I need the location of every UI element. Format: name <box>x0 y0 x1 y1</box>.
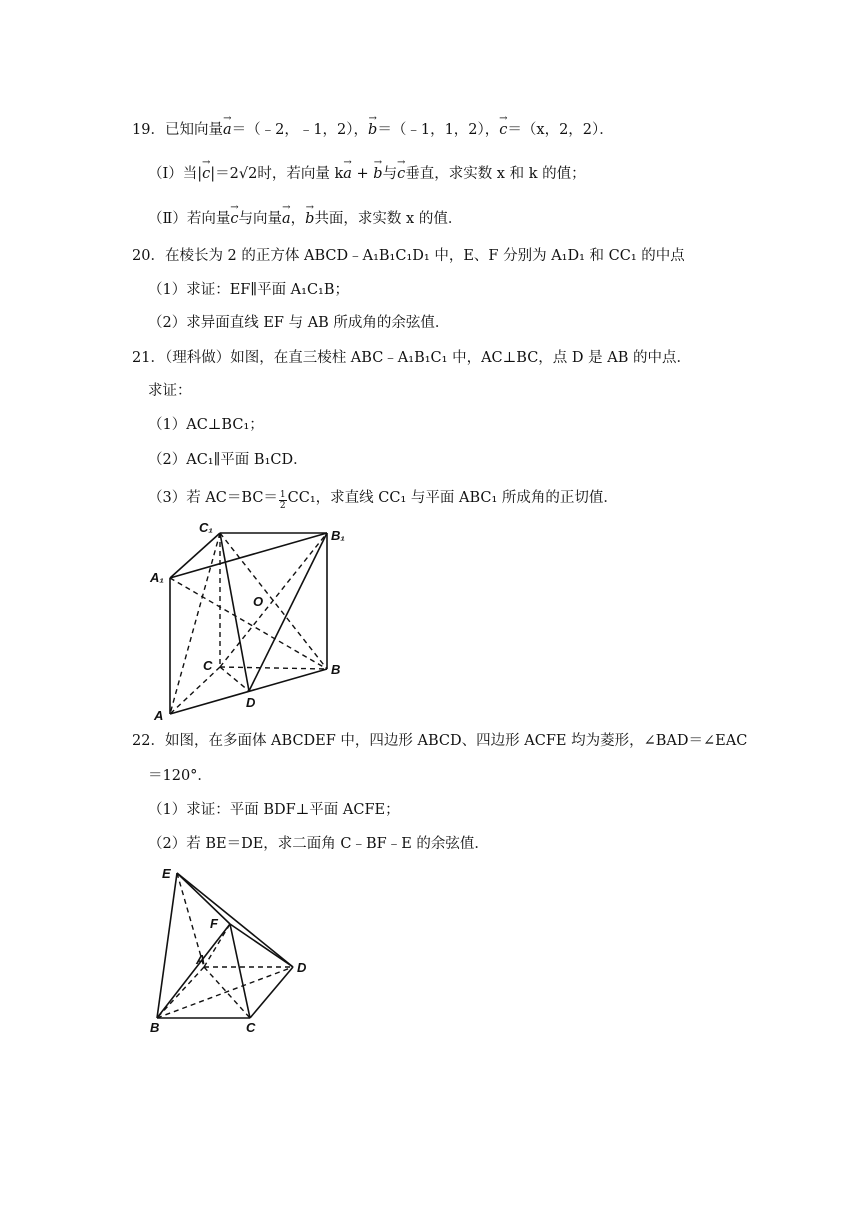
label-B: B <box>150 1020 160 1035</box>
q20-part1: （1）求证：EF∥平面 A₁C₁B； <box>148 282 350 298</box>
label-C1: C₁ <box>199 520 213 535</box>
label-D: D <box>297 960 307 975</box>
fraction-one-half: $\frac{1}{2}$ <box>279 490 286 511</box>
label-A: A <box>196 952 206 967</box>
q22-part2: （2）若 BE＝DE，求二面角 C﹣BF﹣E 的余弦值． <box>148 836 489 852</box>
vector-a: → a <box>223 120 232 140</box>
q21-part3: （3）若 AC＝BC＝ $\frac{1}{2}$ CC₁，求直线 CC₁ 与平面 ABC₁ 所成角的正切值． <box>148 490 618 511</box>
edge-c-d <box>250 967 293 1018</box>
label-C: C <box>203 658 213 673</box>
edge-e-d <box>177 873 293 967</box>
q19-stem: 19．已知向量→ a＝（﹣2，﹣1，2），→ b＝（﹣1，1，2），→ c＝（x，2，2）． <box>132 120 614 140</box>
q19-part1: （Ⅰ）当|→ c|＝2√2时，若向量 k→ a + → b与→ c垂直，求实数 x 和 k 的值； <box>148 164 586 184</box>
q21-stem: 21．（理科做）如图，在直三棱柱 ABC﹣A₁B₁C₁ 中，AC⊥BC，点 D 是 AB 的中点． <box>132 350 691 366</box>
q21-part1: （1）AC⊥BC₁； <box>148 417 264 433</box>
vector-c: → c <box>499 120 507 140</box>
q21-prove-label: 求证： <box>148 383 192 399</box>
q22-stem-cont: ＝120°． <box>148 768 212 784</box>
label-C: C <box>246 1020 256 1035</box>
label-A1: A₁ <box>150 570 164 585</box>
q20-stem: 20．在棱长为 2 的正方体 ABCD﹣A₁B₁C₁D₁ 中，E、F 分别为 A₁D₁ 和 CC₁ 的中点 <box>132 248 685 264</box>
vector-b: → b <box>368 120 377 140</box>
q20-part2: （2）求异面直线 EF 与 AB 所成角的余弦值． <box>148 315 450 331</box>
label-B: B <box>331 662 341 677</box>
edge-a-b <box>157 967 204 1018</box>
edge-f-d <box>230 924 293 967</box>
edge-e-f <box>177 873 230 924</box>
label-F: F <box>210 916 218 931</box>
q22-stem: 22．如图，在多面体 ABCDEF 中，四边形 ABCD、四边形 ACFE 均为菱形，∠BAD＝∠EAC <box>132 733 748 749</box>
edge-a-c <box>204 967 250 1018</box>
label-E: E <box>162 866 171 881</box>
label-B1: B₁ <box>331 528 345 543</box>
edge-f-c <box>230 924 250 1018</box>
q19-part2: （Ⅱ）若向量→ c与向量→ a，→ b共面，求实数 x 的值． <box>148 209 462 229</box>
q22-part1: （1）求证：平面 BDF⊥平面 ACFE； <box>148 802 400 818</box>
q21-part2: （2）AC₁∥平面 B₁CD． <box>148 452 308 468</box>
label-O: O <box>253 594 264 609</box>
label-D: D <box>246 695 256 710</box>
label-A: A <box>154 708 164 723</box>
